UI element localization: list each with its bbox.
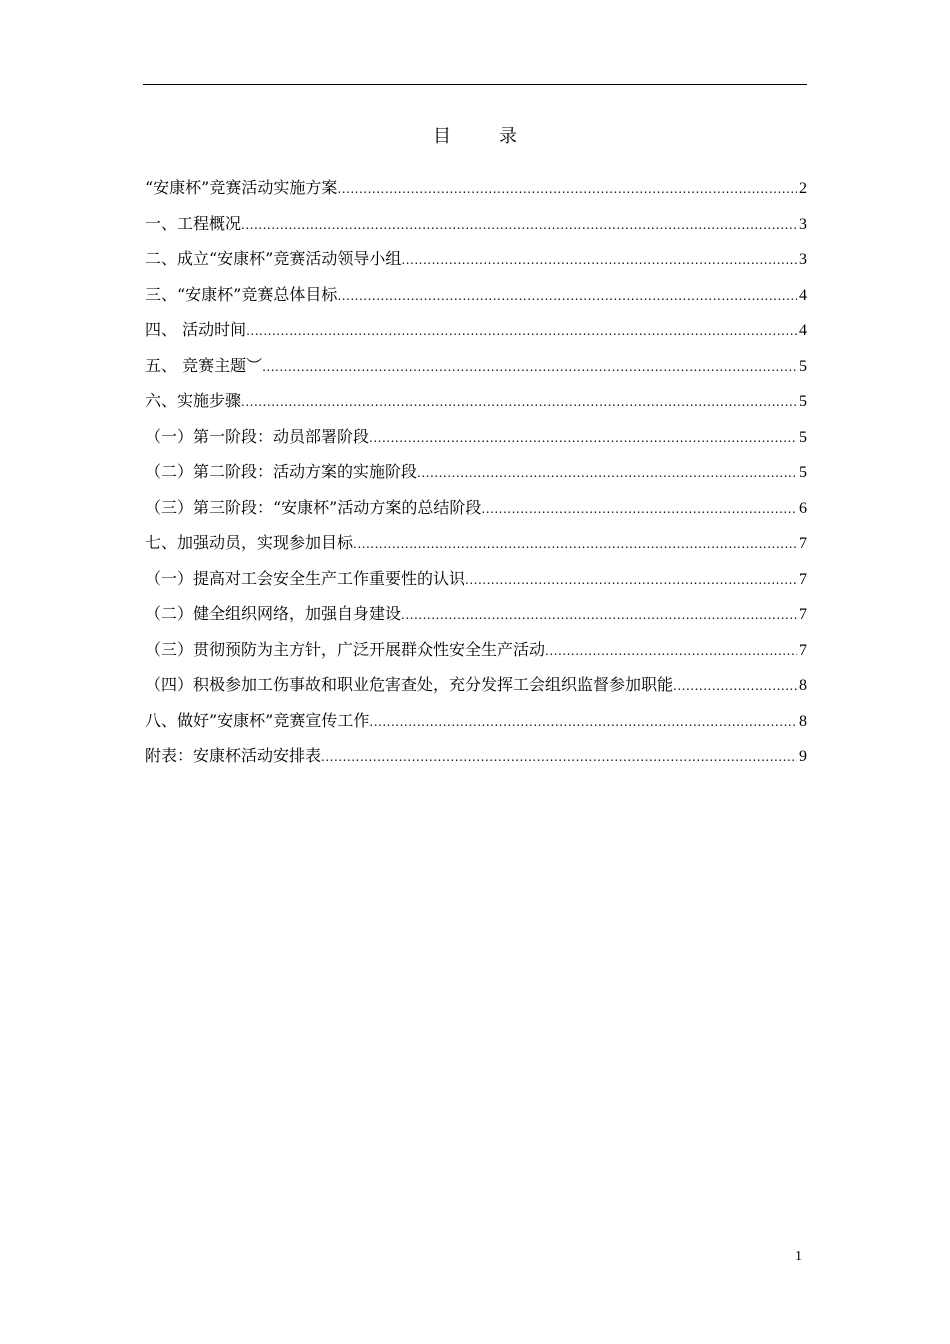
toc-entry-label: 四、 活动时间 xyxy=(145,320,247,339)
toc-entry-page: 8 xyxy=(799,677,807,694)
toc-entry-leader xyxy=(465,563,797,599)
toc-entry-page: 7 xyxy=(799,606,807,623)
toc-entry-label: （四）积极参加工伤事故和职业危害查处，充分发挥工会组织监督参加职能 xyxy=(145,675,674,694)
toc-entry-page: 2 xyxy=(799,180,807,197)
toc-entry[interactable] xyxy=(145,667,807,703)
toc-entry-label: “安康杯”竞赛活动实施方案 xyxy=(145,178,338,197)
toc-entry-label: （一）第一阶段：动员部署阶段 xyxy=(145,426,370,446)
toc-entry-leader xyxy=(246,314,797,350)
toc-entry-leader xyxy=(481,492,797,528)
toc-entry-label: （三）贯彻预防为主方针，广泛开展群众性安全生产活动 xyxy=(145,639,546,659)
toc-entry-label: 一、工程概况 xyxy=(145,213,242,233)
toc-entry[interactable] xyxy=(145,312,807,348)
toc-entry[interactable] xyxy=(145,490,807,526)
toc-entry[interactable] xyxy=(145,348,807,384)
toc-title-right: 录 xyxy=(499,126,517,147)
toc-entry-label: 二、成立“安康杯”竞赛活动领导小组 xyxy=(145,249,402,268)
toc-entry-label: 八、做好”安康杯”竞赛宣传工作 xyxy=(145,710,370,730)
toc-entry-page: 8 xyxy=(799,712,807,730)
toc-entry-leader xyxy=(337,172,797,208)
toc-entry-page: 3 xyxy=(799,215,807,233)
toc-entry-page: 5 xyxy=(799,357,807,375)
toc-entry[interactable] xyxy=(145,561,807,597)
toc-entry-label: 三、“安康杯”竞赛总体目标 xyxy=(145,284,338,304)
toc-entry-leader xyxy=(369,705,797,741)
toc-entry-label: 七、加强动员，实现参加目标 xyxy=(145,533,354,552)
toc-entry[interactable] xyxy=(145,170,807,206)
toc-title xyxy=(0,124,950,150)
toc-entry[interactable] xyxy=(145,525,807,561)
toc-entry-leader xyxy=(369,421,797,457)
toc-entry-leader xyxy=(417,456,797,492)
toc-entry[interactable] xyxy=(145,383,807,419)
toc-entry[interactable] xyxy=(145,738,807,774)
toc-entry[interactable] xyxy=(145,206,807,242)
toc-entry[interactable] xyxy=(145,632,807,668)
toc-entry-leader xyxy=(353,527,797,563)
toc-entry-page: 7 xyxy=(799,570,807,588)
toc-entry[interactable] xyxy=(145,241,807,277)
toc-entry-page: 7 xyxy=(799,535,807,552)
toc-entry-leader xyxy=(241,385,797,421)
toc-entry-page: 5 xyxy=(799,428,807,446)
toc-entry-label: （一）提高对工会安全生产工作重要性的认识 xyxy=(145,568,466,588)
table-of-contents xyxy=(145,170,807,774)
toc-entry-leader xyxy=(262,350,797,386)
toc-entry-page: 5 xyxy=(799,464,807,481)
toc-entry-page: 4 xyxy=(799,286,807,304)
toc-entry-label: 五、 竞赛主题︶ xyxy=(145,355,263,375)
toc-entry-page: 9 xyxy=(799,748,807,765)
toc-entry-label: （二）健全组织网络，加强自身建设 xyxy=(145,604,402,623)
toc-entry-page: 3 xyxy=(799,251,807,268)
toc-entry-page: 4 xyxy=(799,322,807,339)
toc-entry-label: （二）第二阶段：活动方案的实施阶段 xyxy=(145,462,418,481)
toc-entry-page: 7 xyxy=(799,641,807,659)
toc-entry[interactable] xyxy=(145,419,807,455)
toc-entry-leader xyxy=(401,598,797,634)
toc-entry-page: 5 xyxy=(799,393,807,410)
toc-entry[interactable] xyxy=(145,596,807,632)
toc-entry-leader xyxy=(241,208,797,244)
toc-entry[interactable] xyxy=(145,454,807,490)
toc-entry-leader xyxy=(673,669,797,705)
toc-entry-label: （三）第三阶段：“安康杯”活动方案的总结阶段 xyxy=(145,497,482,517)
toc-entry-leader xyxy=(545,634,797,670)
toc-entry-leader xyxy=(321,740,797,776)
toc-entry-label: 附表：安康杯活动安排表 xyxy=(145,746,322,765)
toc-entry[interactable] xyxy=(145,703,807,739)
toc-entry-label: 六、实施步骤 xyxy=(145,391,242,410)
page-number: 1 xyxy=(795,1249,802,1264)
header-rule xyxy=(143,84,807,85)
toc-title-left: 目 xyxy=(433,126,451,147)
toc-entry-leader xyxy=(337,279,797,315)
toc-entry[interactable] xyxy=(145,277,807,313)
toc-entry-leader xyxy=(401,243,797,279)
toc-entry-page: 6 xyxy=(799,499,807,517)
